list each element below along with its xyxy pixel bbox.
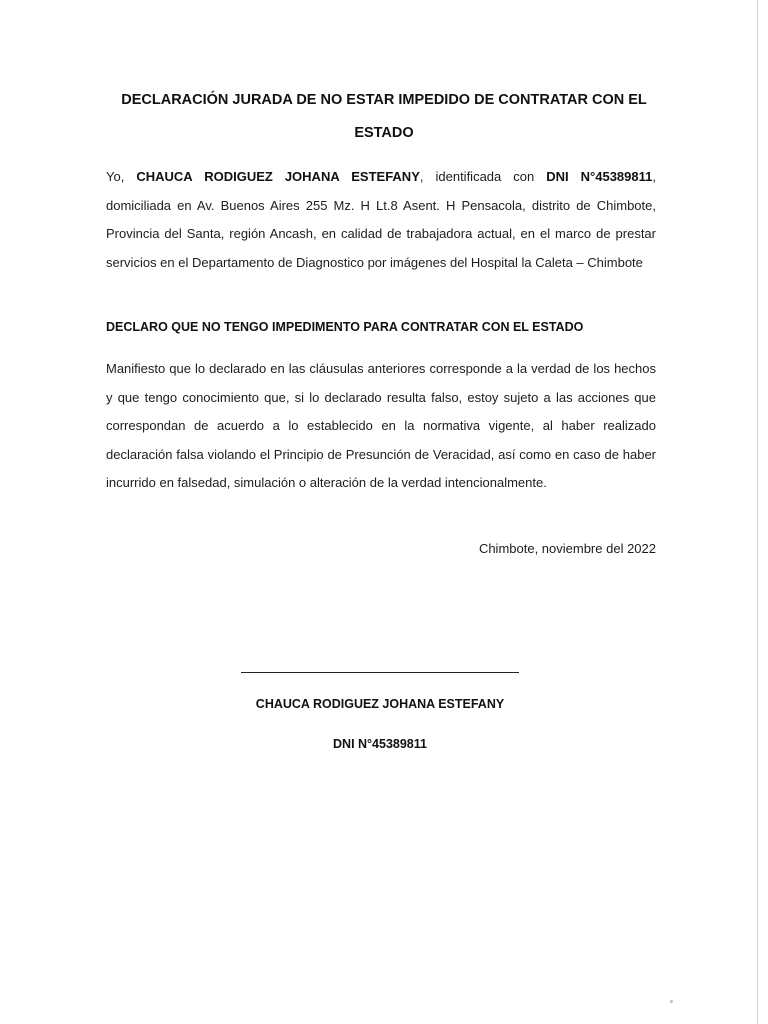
intro-prefix: Yo, (106, 169, 137, 184)
place-date: Chimbote, noviembre del 2022 (478, 541, 656, 556)
declarant-dni: DNI N°45389811 (546, 169, 653, 184)
document-title-line-1: DECLARACIÓN JURADA DE NO ESTAR IMPEDIDO DE CONTRATAR CON EL (121, 92, 647, 108)
declaration-heading: DECLARO QUE NO TENGO IMPEDIMENTO PARA CONTRATAR CON EL ESTADO (106, 320, 584, 334)
declarant-name: CHAUCA RODIGUEZ JOHANA ESTEFANY (136, 169, 420, 184)
scan-speck (670, 1000, 673, 1003)
body-paragraph: Manifiesto que lo declarado en las cláusulas anteriores corresponde a la verdad de los hechos y que tengo conocimiento que, si lo declarado resulta falso, estoy sujeto a las acciones que correspondan de acuerdo a lo establecido en la normativa vigente, al haber realizado declaración falsa violando el Principio de Presunción de Veracidad, así como en caso de haber incurrido en falsedad, simulación o alteración de la verdad intencionalmente. (106, 361, 656, 491)
intro-middle: , identificada con (419, 169, 547, 184)
page-edge-line (757, 0, 758, 1024)
intro-paragraph (106, 163, 656, 277)
signature-name: CHAUCA RODIGUEZ JOHANA ESTEFANY (255, 697, 505, 711)
signature-line (241, 672, 519, 673)
signature-dni: DNI N°45389811 (333, 737, 427, 751)
document-title-line-2: ESTADO (354, 125, 414, 141)
intro-rest: , domiciliada en Av. Buenos Aires 255 Mz. H Lt.8 Asent. H Pensacola, distrito de Chimbote, Provincia del Santa, región Ancash, en calidad de trabajadora actual, en el marco de prestar servicios en el Departamento de Diagnostico por imágenes del Hospital la Caleta – Chimbote (106, 169, 656, 270)
